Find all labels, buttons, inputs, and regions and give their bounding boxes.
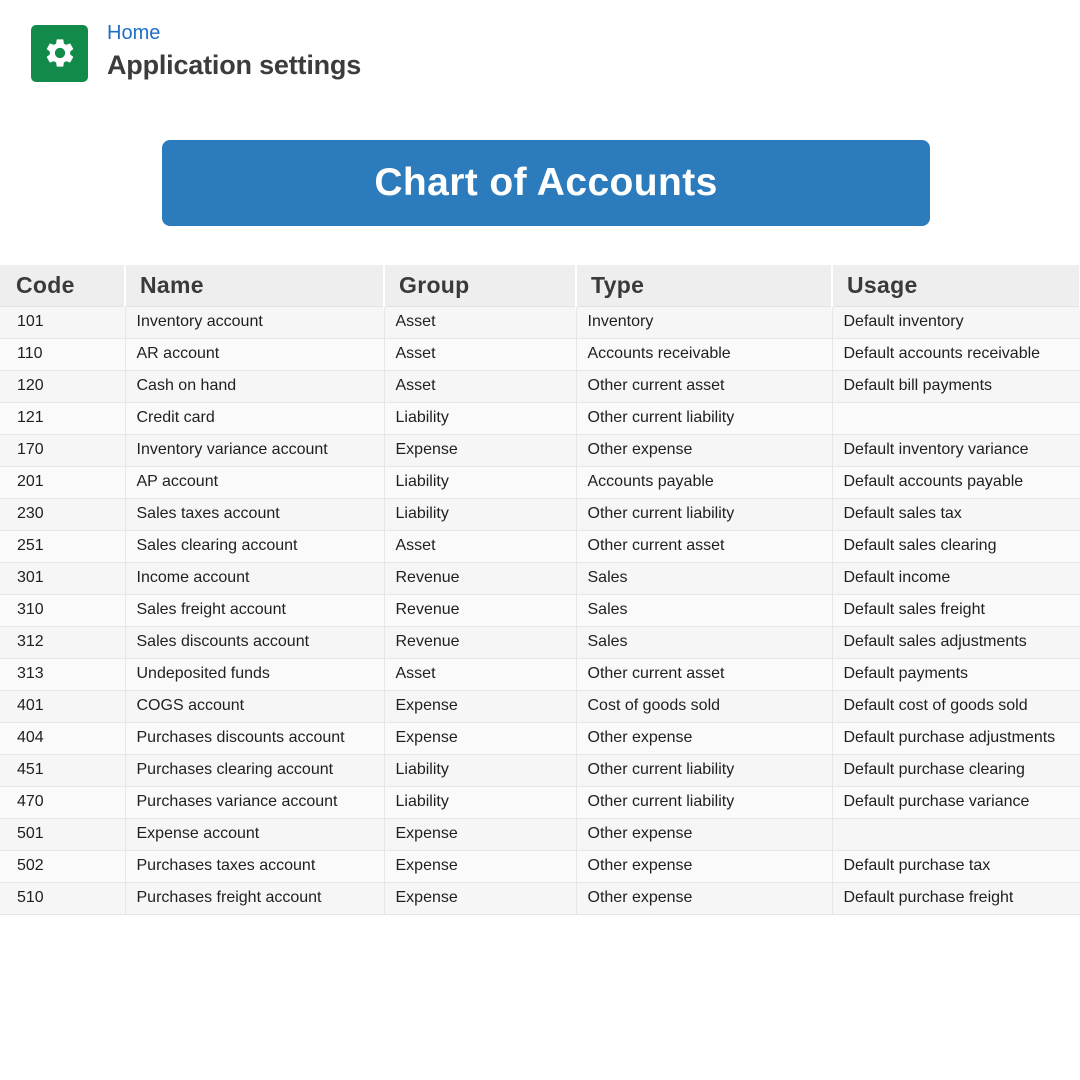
cell-name: Income account [125,562,384,594]
cell-code: 101 [0,306,125,338]
cell-group: Expense [384,882,576,914]
cell-code: 121 [0,402,125,434]
cell-name: Purchases variance account [125,786,384,818]
cell-type: Other current liability [576,402,832,434]
cell-usage: Default income [832,562,1080,594]
table-row[interactable] [0,562,1080,594]
cell-code: 510 [0,882,125,914]
cell-type: Other current liability [576,786,832,818]
cell-name: Purchases discounts account [125,722,384,754]
cell-usage: Default purchase freight [832,882,1080,914]
table-row[interactable] [0,754,1080,786]
cell-name: Purchases clearing account [125,754,384,786]
cell-type: Other expense [576,818,832,850]
banner-title: Chart of Accounts [374,161,718,204]
cell-type: Other expense [576,722,832,754]
cell-type: Sales [576,594,832,626]
cell-name: Sales taxes account [125,498,384,530]
cell-name: Undeposited funds [125,658,384,690]
cell-type: Other expense [576,882,832,914]
cell-type: Other expense [576,850,832,882]
cell-code: 120 [0,370,125,402]
cell-code: 451 [0,754,125,786]
cell-usage: Default sales clearing [832,530,1080,562]
cell-group: Asset [384,658,576,690]
cell-code: 110 [0,338,125,370]
cell-group: Liability [384,466,576,498]
column-header-name[interactable]: Name [125,265,384,306]
table-row[interactable] [0,626,1080,658]
cell-code: 310 [0,594,125,626]
table-row[interactable] [0,882,1080,914]
cell-usage: Default cost of goods sold [832,690,1080,722]
settings-app-icon [31,25,88,82]
cell-type: Other current liability [576,498,832,530]
gear-icon [43,36,77,70]
cell-code: 404 [0,722,125,754]
cell-name: Credit card [125,402,384,434]
cell-usage: Default accounts payable [832,466,1080,498]
cell-group: Asset [384,306,576,338]
cell-usage: Default bill payments [832,370,1080,402]
table-row[interactable] [0,338,1080,370]
cell-usage [832,402,1080,434]
cell-code: 470 [0,786,125,818]
cell-code: 401 [0,690,125,722]
cell-name: AR account [125,338,384,370]
cell-group: Liability [384,498,576,530]
cell-group: Revenue [384,594,576,626]
breadcrumb-home-link[interactable]: Home [107,22,161,44]
cell-group: Expense [384,690,576,722]
table-body [0,306,1080,914]
cell-name: Sales freight account [125,594,384,626]
cell-name: Inventory account [125,306,384,338]
cell-group: Expense [384,722,576,754]
cell-name: Inventory variance account [125,434,384,466]
table-row[interactable] [0,370,1080,402]
cell-code: 312 [0,626,125,658]
cell-usage: Default purchase adjustments [832,722,1080,754]
table-row[interactable] [0,786,1080,818]
cell-name: Cash on hand [125,370,384,402]
cell-group: Expense [384,850,576,882]
chart-of-accounts-table [0,265,1080,915]
cell-group: Revenue [384,626,576,658]
chart-of-accounts-banner [162,140,930,226]
table-row[interactable] [0,690,1080,722]
cell-group: Expense [384,434,576,466]
cell-group: Liability [384,754,576,786]
cell-code: 230 [0,498,125,530]
cell-usage: Default sales adjustments [832,626,1080,658]
cell-type: Sales [576,562,832,594]
column-header-type[interactable]: Type [576,265,832,306]
header-titles [107,22,361,82]
cell-code: 502 [0,850,125,882]
cell-group: Asset [384,530,576,562]
table-row[interactable] [0,306,1080,338]
table-row[interactable] [0,850,1080,882]
cell-type: Cost of goods sold [576,690,832,722]
cell-name: AP account [125,466,384,498]
cell-name: Purchases taxes account [125,850,384,882]
column-header-usage[interactable]: Usage [832,265,1080,306]
cell-usage: Default inventory [832,306,1080,338]
table-row[interactable] [0,498,1080,530]
cell-group: Asset [384,338,576,370]
table-row[interactable] [0,434,1080,466]
page-header [31,24,361,82]
cell-code: 501 [0,818,125,850]
cell-code: 201 [0,466,125,498]
cell-name: Sales discounts account [125,626,384,658]
cell-usage: Default purchase clearing [832,754,1080,786]
table-row[interactable] [0,818,1080,850]
cell-group: Liability [384,402,576,434]
cell-usage: Default purchase tax [832,850,1080,882]
cell-name: Sales clearing account [125,530,384,562]
cell-type: Accounts receivable [576,338,832,370]
cell-usage: Default payments [832,658,1080,690]
table-row[interactable] [0,402,1080,434]
cell-name: COGS account [125,690,384,722]
cell-type: Sales [576,626,832,658]
cell-name: Expense account [125,818,384,850]
cell-type: Inventory [576,306,832,338]
table-row[interactable] [0,722,1080,754]
table-row[interactable] [0,530,1080,562]
cell-code: 301 [0,562,125,594]
page-title: Application settings [107,50,362,80]
cell-group: Asset [384,370,576,402]
cell-code: 313 [0,658,125,690]
column-header-group[interactable]: Group [384,265,576,306]
cell-type: Other expense [576,434,832,466]
cell-type: Other current liability [576,754,832,786]
cell-usage: Default purchase variance [832,786,1080,818]
cell-code: 251 [0,530,125,562]
cell-name: Purchases freight account [125,882,384,914]
cell-group: Liability [384,786,576,818]
cell-group: Expense [384,818,576,850]
cell-type: Other current asset [576,530,832,562]
table-row[interactable] [0,594,1080,626]
table-header-row [0,265,1080,306]
cell-code: 170 [0,434,125,466]
cell-type: Other current asset [576,370,832,402]
table-row[interactable] [0,658,1080,690]
cell-usage [832,818,1080,850]
cell-usage: Default sales freight [832,594,1080,626]
cell-type: Other current asset [576,658,832,690]
cell-type: Accounts payable [576,466,832,498]
cell-group: Revenue [384,562,576,594]
table-row[interactable] [0,466,1080,498]
cell-usage: Default sales tax [832,498,1080,530]
cell-usage: Default inventory variance [832,434,1080,466]
column-header-code[interactable]: Code [0,265,125,306]
cell-usage: Default accounts receivable [832,338,1080,370]
